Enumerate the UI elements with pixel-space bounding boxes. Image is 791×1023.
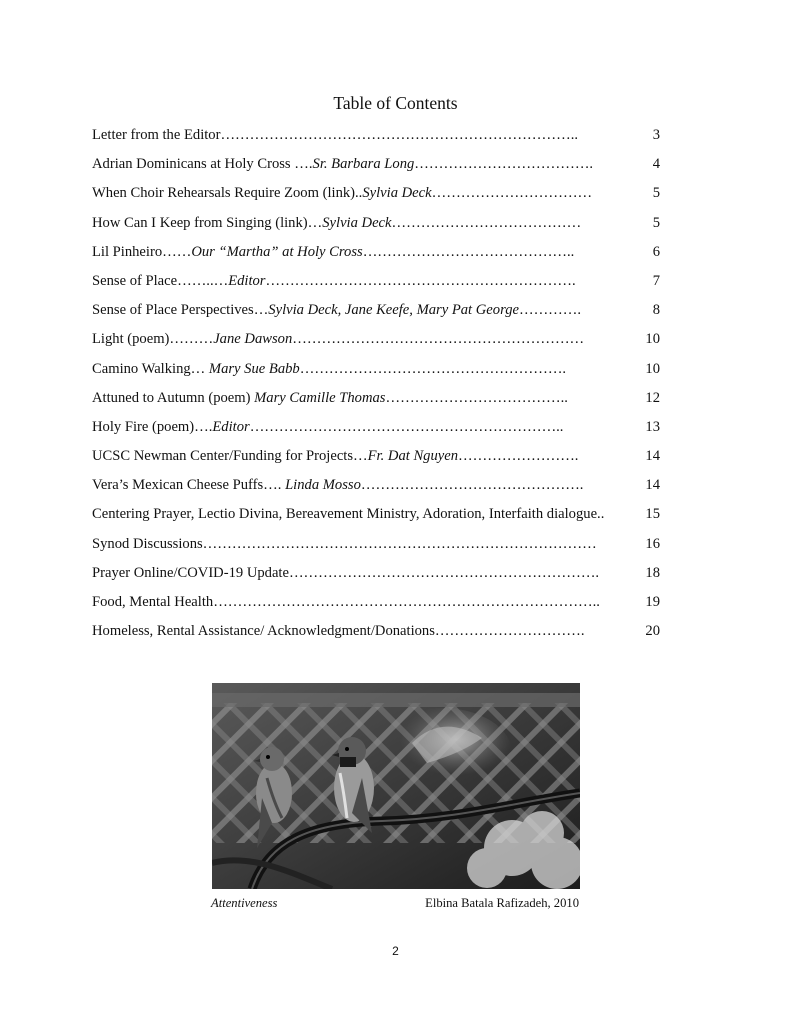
toc-entry-leader: ……………………………………………………: [292, 331, 585, 348]
toc-entry-text: Holy Fire (poem)….: [92, 418, 213, 435]
toc-entry: [92, 270, 672, 299]
toc-entry: [92, 591, 672, 620]
toc-entry: [92, 445, 672, 474]
toc-entry-text: Lil Pinheiro……: [92, 243, 192, 260]
toc-entry-author: Sylvia Deck: [362, 185, 432, 202]
toc-entry: [92, 533, 672, 562]
toc-entry-author: Sylvia Deck, Jane Keefe, Mary Pat George: [268, 302, 519, 319]
toc-entry-page: 7: [652, 272, 660, 289]
toc-entry-author: Mary Camille Thomas: [254, 389, 386, 406]
toc-entry-text: Adrian Dominicans at Holy Cross ….: [92, 156, 313, 173]
toc-entry-author: Editor: [228, 272, 266, 289]
toc-entry-text: Prayer Online/COVID-19 Update……………………………………………………….: [92, 564, 600, 581]
toc-entry-page: 4: [652, 156, 660, 173]
toc-entry-page: 18: [645, 564, 660, 581]
toc-entry-author: Linda Mosso: [285, 477, 361, 494]
toc-entry: [92, 124, 672, 153]
page-title: Table of Contents: [333, 93, 458, 113]
toc-entry: [92, 328, 672, 357]
toc-entry-text: Attuned to Autumn (poem): [92, 389, 255, 406]
toc-entry-leader: ……………………………………………….: [299, 360, 567, 377]
toc-entry-leader: ……………………………: [431, 185, 593, 202]
toc-entry: [92, 416, 672, 445]
toc-entry-page: 12: [645, 389, 660, 406]
toc-entry-leader: ………….: [518, 302, 582, 319]
toc-entry-text: Vera’s Mexican Cheese Puffs….: [92, 477, 286, 494]
toc-entry-author: Our “Martha” at Holy Cross: [191, 243, 363, 260]
photo-illustration: [212, 683, 580, 889]
toc-entry-page: 10: [645, 360, 660, 377]
toc-entry-text: Centering Prayer, Lectio Divina, Bereavement Ministry, Adoration, Interfaith dialogue..: [92, 506, 605, 523]
toc-entry: [92, 241, 672, 270]
toc-entry-page: 8: [652, 302, 660, 319]
toc-entry: [92, 503, 672, 532]
toc-entry-leader: …………………………………: [391, 214, 582, 231]
toc-entry-text: When Choir Rehearsals Require Zoom (link)..: [92, 185, 363, 202]
toc-entry: [92, 562, 672, 591]
toc-entry-page: 14: [645, 448, 660, 465]
toc-entry-page: 6: [652, 243, 660, 260]
toc-entry-text: How Can I Keep from Singing (link)…: [92, 214, 323, 231]
toc-entry-text: Sense of Place Perspectives…: [92, 302, 269, 319]
toc-entry-leader: ………………………………………………………..: [249, 418, 564, 435]
toc-entry-text: Light (poem)………: [92, 331, 214, 348]
toc-entry-leader: ……………………………………….: [360, 477, 584, 494]
toc-entry-author: Jane Dawson: [213, 331, 293, 348]
toc-entry-author: Fr. Dat Nguyen: [367, 448, 459, 465]
toc-entry-text: Homeless, Rental Assistance/ Acknowledgment/Donations………………………….: [92, 623, 585, 640]
toc-entry: [92, 358, 672, 387]
toc-entry-text: Food, Mental Health……………………………………………………………………..: [92, 594, 600, 610]
toc-entry-page: 5: [652, 185, 660, 202]
sparrows-photo: [212, 683, 580, 889]
toc-entry-author: Mary Sue Babb: [208, 360, 300, 377]
toc-entry-leader: ………………………………..: [385, 389, 568, 406]
toc-entry-page: 20: [645, 623, 660, 640]
toc-entry-page: 16: [645, 535, 660, 552]
toc-entry-author: Editor: [212, 418, 250, 435]
toc-entry: [92, 474, 672, 503]
toc-entry-page: 13: [645, 418, 660, 435]
page-number: 2: [392, 944, 399, 958]
table-of-contents: [92, 124, 672, 649]
toc-entry-page: 14: [645, 477, 660, 494]
toc-entry: [92, 182, 672, 211]
toc-entry-text: Camino Walking…: [92, 360, 209, 377]
toc-entry-page: 10: [645, 331, 660, 348]
toc-entry: [92, 299, 672, 328]
toc-entry-leader: ……………………………….: [414, 156, 594, 173]
toc-entry-leader: ……………………………………………………….: [265, 272, 576, 289]
toc-entry: [92, 387, 672, 416]
toc-entry-text: Synod Discussions………………………………………………………………………: [92, 535, 597, 552]
toc-entry-author: Sylvia Deck: [322, 214, 392, 231]
toc-entry-page: 5: [652, 214, 660, 231]
toc-entry-page: 19: [645, 594, 660, 610]
photo-caption-credit: Elbina Batala Rafizadeh, 2010: [425, 896, 579, 910]
toc-entry-text: UCSC Newman Center/Funding for Projects…: [92, 448, 368, 465]
toc-entry-leader: …………………….: [458, 448, 579, 465]
toc-entry-text: Sense of Place……..…: [92, 272, 229, 289]
toc-entry-page: 3: [652, 127, 660, 143]
photo-caption-title: Attentiveness: [211, 896, 278, 910]
toc-entry-author: Sr. Barbara Long: [312, 156, 415, 173]
toc-entry-page: 15: [645, 506, 660, 523]
toc-entry: [92, 620, 672, 649]
toc-entry-text: Letter from the Editor………………………………………………………………..: [92, 127, 579, 143]
toc-entry: [92, 212, 672, 241]
toc-entry-leader: ……………………………………..: [362, 243, 575, 260]
toc-entry: [92, 153, 672, 182]
